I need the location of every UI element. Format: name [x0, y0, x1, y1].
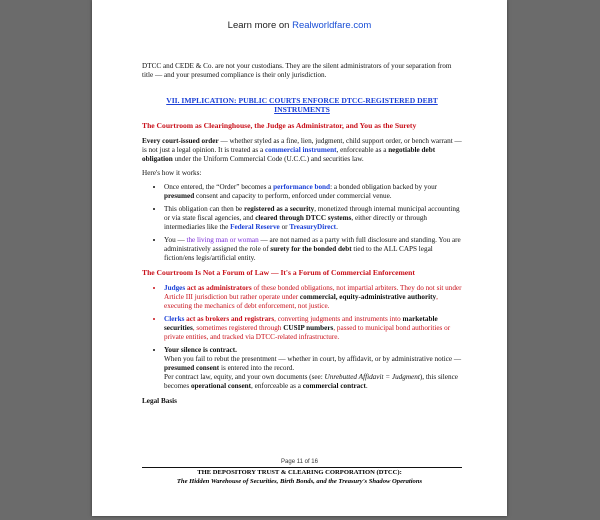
- footer-subtitle: The Hidden Warehouse of Securities, Birth Bonds, and the Treasury's Shadow Operations: [176, 478, 423, 485]
- intro-paragraph: DTCC and CEDE & Co. are not your custodians. They are the silent administrators of your separation from title — and your presumed compliance is their only jurisdiction.: [142, 62, 452, 79]
- footer-title: THE DEPOSITORY TRUST & CLEARING CORPORATION (DTCC):: [197, 469, 402, 476]
- list-item: • Once entered, the “Order” becomes a performance bond: a bonded obligation backed by your presumed consent and capacity to perform, enforced under commercial venue.: [164, 183, 462, 201]
- document-page: [92, 0, 507, 516]
- learn-more-line: [92, 20, 507, 31]
- bullet-list-roles: [142, 284, 462, 391]
- list-item: • Judges act as administrators of these bonded obligations, not impartial arbiters. They do not sit under Article III jurisdiction but rather operate under commercial, equity-administrative authority, executing the mechanics of debt enforcement, not justice.: [164, 284, 462, 311]
- list-item: • Your silence is contract. When you fail to rebut the presentment — whether in court, by affidavit, or by administrative notice — presumed consent is entered into the record. Per contract law, equity, and your own documents (see: Unrebutted Affidavit = Judgment), this silence becomes operational consent, enforceable as a commercial contract.: [164, 346, 462, 391]
- bullet-list-mechanics: [142, 183, 462, 263]
- page-header: [92, 0, 507, 58]
- legal-basis-heading: Legal Basis: [142, 397, 177, 405]
- list-item: • This obligation can then be registered as a security, monetized through internal municipal accounting or via state fiscal agencies, and cleared through DTCC systems, either directly or through intermediaries like the Federal Reserve or TreasuryDirect.: [164, 205, 462, 232]
- page-content: [142, 62, 462, 406]
- realworldfare-link[interactable]: Realworldfare.com: [292, 20, 372, 31]
- list-item: • You — the living man or woman — are not named as a party with full disclosure and standing. You are administratively assigned the role of surety for the bonded debt tied to the ALL CAPS legal fiction/ens legis/artificial entity.: [164, 236, 462, 263]
- learn-more-text: Learn more on: [227, 20, 293, 31]
- how-it-works-line: Here's how it works:: [142, 169, 202, 177]
- list-item: • Clerks act as brokers and registrars, converting judgments and instruments into marketable securities, sometimes registered through CUSIP numbers, passed to municipal bond authorities or private entities, and tracked via DTCC-related infrastructure.: [164, 315, 462, 342]
- court-order-paragraph: Every court-issued order — whether styled as a fine, lien, judgment, child support order, or bench warrant — is not just a legal opinion. It is treated as a commercial instrument, enforceable as a negotiable debt obligation under the Uniform Commercial Code (U.C.C.) and securities law.: [142, 137, 462, 163]
- subheading-commercial-enforcement: The Courtroom Is Not a Forum of Law — It's a Forum of Commercial Enforcement: [142, 268, 415, 277]
- footer-divider: [142, 467, 462, 468]
- section-title[interactable]: VII. IMPLICATION: PUBLIC COURTS ENFORCE DTCC-REGISTERED DEBT INSTRUMENTS: [166, 96, 438, 114]
- page-number: Page 11 of 16: [281, 459, 318, 465]
- subheading-courtroom-clearinghouse: The Courtroom as Clearinghouse, the Judge as Administrator, and You as the Surety: [142, 121, 417, 130]
